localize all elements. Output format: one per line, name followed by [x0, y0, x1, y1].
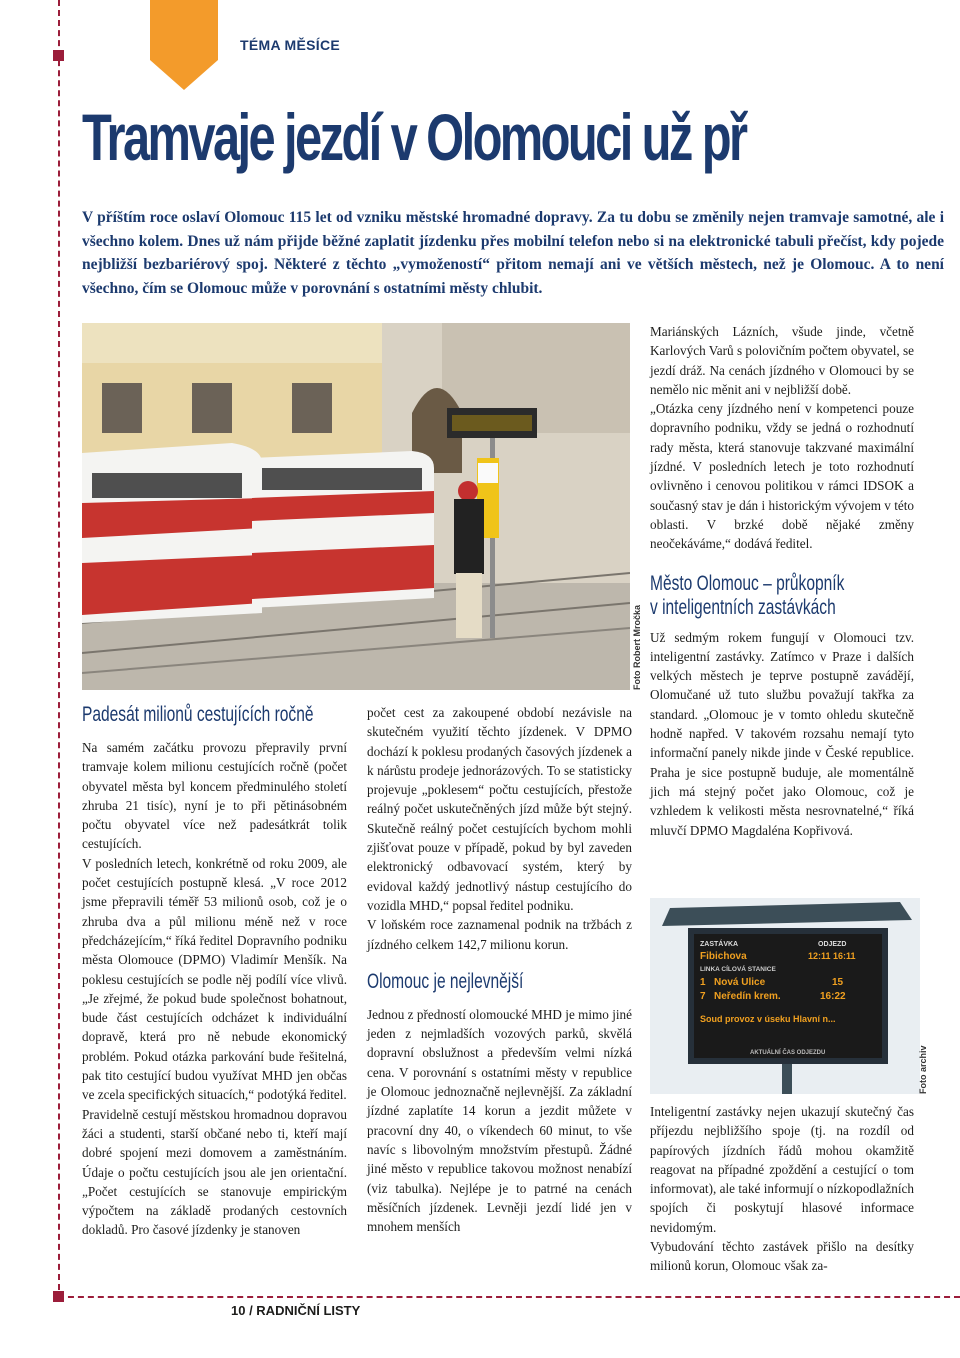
column-2 — [367, 703, 632, 1236]
paragraph: Pravidelně cestují městskou hromadnou dopravou žáci a studenti, starší občané nebo ti, kteří mají dobré spojení mezi domovem a zaměstnáním. Údaje o počtu cestujících jsou ale jen orientační. „Počet cestujících se stanovuje empirickým výpočtem na základě prodaných cestovních dokladů. Pro časové jízdenky je stanoven — [82, 1106, 347, 1238]
paragraph: Na samém začátku provozu přepravily první tramvaje kolem milionu cestujících ročně (počet obyvatel města byl koncem předminulého století zhruba 21 tisíc), nyní je to při pětinásobném počtu obyvatel více než padesátkrát tolik cestujících. — [82, 740, 347, 852]
section-heading: Padesát milionů cestujících ročně — [82, 703, 314, 726]
section-tab — [150, 0, 218, 90]
board-row-line: 7 — [700, 991, 706, 1002]
paragraph: „Otázka ceny jízdného není v kompetenci pouze dopravního podniku, vždy se jedná o rozhodnutí rady města, která stanovuje takzvané maximální jízdné. V posledních letech je toto rozhodnutí ovlivněno i cenovou politikou v rámci IDSOK a současný stav je dán i historickým vývojem v této oblasti. V brzké době nějaké změny neočekáváme,“ dodává ředitel. — [650, 401, 914, 552]
section-heading-line: v inteligentních zastávkách — [650, 595, 836, 619]
frame-marker — [53, 50, 64, 61]
tram-photo — [82, 323, 630, 690]
board-header-right: ODJEZD — [818, 941, 847, 948]
board-row-dest: Nová Ulice — [714, 977, 766, 988]
board-row-dest: Neředín krem. — [714, 991, 781, 1002]
board-line-label: LINKA CÍLOVÁ STANICE — [700, 966, 776, 973]
board-header-left: ZASTÁVKA — [700, 941, 739, 948]
frame-dashed-line-bottom — [58, 1296, 960, 1298]
paragraph: Jednou z předností olomoucké MHD je mimo jiné jeden z nejmladších vozových parků, skvělá dopravní obslužnost a především velmi nízká cena. V porovnání s ostatními městy v republice je Olomouc jednoznačně nejlevnější. Za základní jízdné zaplatíte 14 korun a jezdit můžete v pracovní dny 40, o víkendech 60 minut, to vše navíc s libovolným množstvím přestupů. Žádné jiné město v republice takovou možnost nenabízí (viz tabulka). Nejlépe je to patrné na cenách měsíčních jízdenek. Levněji jezdí lidé jen v mnohem menších — [367, 1006, 632, 1235]
board-footer: AKTUÁLNÍ ČAS ODJEZDU — [750, 1050, 826, 1056]
board-time: 12:11 16:11 — [808, 951, 856, 961]
section-heading: Olomouc je nejlevnější — [367, 969, 524, 993]
section-heading — [650, 572, 914, 620]
board-row-line: 1 — [700, 977, 706, 988]
section-heading-line: Město Olomouc – průkopník — [650, 571, 845, 595]
paragraph: Už sedmým rokem fungují v Olomouci tzv. inteligentní zastávky. Zatímco v Praze i dalších velkých městech je teprve postupně zavádějí, Olomučané už tuto službu považují takřka za standard. „Olomouc je v tomto ohledu skutečně hodně napřed. V takovém rozsahu nemají tyto informační panely nikde jinde v České republice. Praha je sice postupně buduje, ale momentálně jich má stejný počet jako Olomouc, což je vzhledem k velikosti města nesrovnatelné,“ říká mluvčí DPMO Magdaléna Kopřivová. — [650, 629, 914, 838]
board-row-min: 15 — [832, 977, 844, 988]
photo-credit: Foto Robert Mročka — [632, 604, 642, 690]
paragraph: počet cest za zakoupené období nezávisle na skutečném využití těchto jízdenek. V DPMO dochází k poklesu prodaných časových jízdenek a k nárůstu prodeje jednorázových. To se statisticky projevuje „poklesem“ počtu cestujících, přestože reálný počet uskutečněných jízd může být stejný. Skutečně reálný počet cestujících bychom mohli zjišťovat pouze v případě, pokud by byl zaveden elektronický odbavovací systém, který by evidoval každý jednotlivý nástup cestujícího do vozidla MHD,“ popsal ředitel podniku. — [367, 705, 632, 913]
column-1 — [82, 703, 347, 1240]
photo-credit: Foto archiv — [918, 1045, 928, 1094]
frame-dashed-line — [58, 0, 60, 1300]
article-title: Tramvaje jezdí v Olomouci už př — [82, 100, 746, 174]
board-ticker: Soud provoz v úseku Hlavní n... — [700, 1014, 836, 1024]
board-stop-name: Fibichova — [700, 951, 747, 962]
paragraph: V posledních letech, konkrétně od roku 2009, ale počet cestujících postupně klesá. „V roce 2012 jsme přepravili téměř 53 milionů osob, což je o zhruba dva a půl milionu méně než v roce předcházejícím,“ říká ředitel Dopravního podniku města Olomouce (DPMO) Vladimír Menšík. Na poklesu cestujících se podle něj podílí více vlivů. „Je zřejmé, že pokud bude společnost bohatnout, bude část cestujících odcházet k individuální dopravě, která pro ně nebude ekonomický problém. Pokud otázka parkování bude řešitelná, pak tito cestující budou využívat MHD jen občas ve zcela specifických situacích,“ podotýká ředitel. — [82, 855, 347, 1103]
paragraph: Inteligentní zastávky nejen ukazují skutečný čas příjezdu nejbližšího spoje (tj. na rozdíl od papírových jízdních řádů mohou okamžitě reagovat na případné zpoždění a cestující o tom informovat), ale také informují o nízkopodlažních spojích či poskytují hlasové informace nevidomým. — [650, 1104, 914, 1235]
article-lead: V příštím roce oslaví Olomouc 115 let od vzniku městské hromadné dopravy. Za tu dobu se změnily nejen tramvaje samotné, ale i všechno kolem. Dnes už nám přijde běžné zaplatit jízdenku přes mobilní telefon nebo si na elektronické tabuli přečíst, kdy pojede nejbližší bezbariérový spoj. Některé z těchto „vymožeností“ přitom nemají ani ve větších městech, než je Olomouc. A to není všechno, čím se Olomouc může v porovnání s ostatními městy chlubit. — [82, 209, 944, 297]
frame-marker — [53, 1291, 64, 1302]
page-footer: 10 / RADNIČNÍ LISTY — [231, 1303, 361, 1318]
board-row-min: 16:22 — [820, 991, 846, 1002]
paragraph: Mariánských Lázních, všude jinde, včetně Karlových Varů s polovičním počtem obyvatel, se jezdí dráž. Na cenách jízdného v Olomouci by se nemělo nic měnit ani v nejbližší době. — [650, 324, 914, 397]
paragraph: V loňském roce zaznamenal podnik na tržbách z jízdného celkem 142,7 milionu korun. — [367, 917, 632, 952]
section-kicker: TÉMA MĚSÍCE — [240, 37, 341, 53]
info-board-photo — [650, 898, 920, 1094]
column-3 — [650, 322, 914, 840]
column-3-continued — [650, 1102, 914, 1276]
paragraph: Vybudování těchto zastávek přišlo na desítky milionů korun, Olomouc však za- — [650, 1239, 914, 1274]
